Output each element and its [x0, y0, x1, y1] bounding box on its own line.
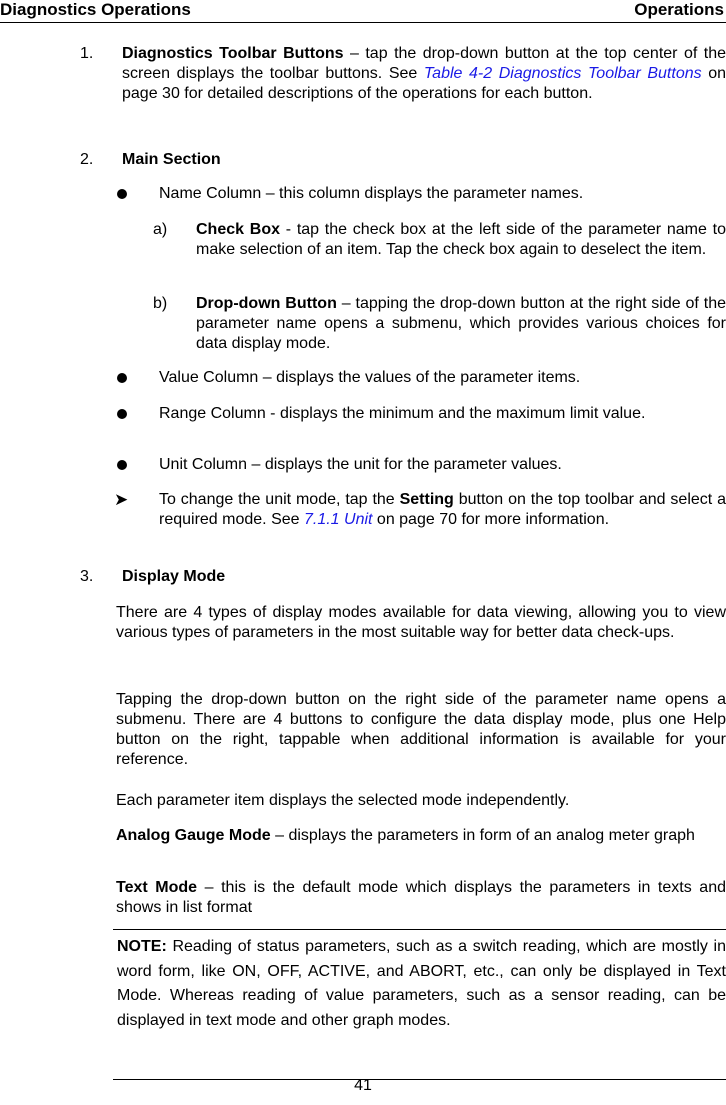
bullet-icon [117, 189, 127, 199]
unit-mode-tip: To change the unit mode, tap the Setting button on the top toolbar and select a required mode. See 7.1.1 Unit on page 70 for more information. [159, 491, 726, 528]
arrow-bullet-icon: ➤ [114, 490, 129, 509]
item-1-title: Diagnostics Toolbar Buttons [122, 45, 344, 62]
item-2-title: Main Section [122, 151, 221, 168]
display-mode-paragraph-1: There are 4 types of display modes available for data viewing, allowing you to view various types of parameters in the most suitable way for better data check-ups. [116, 604, 726, 641]
item-3-number: 3. [80, 568, 94, 585]
sub-b-dropdown-button: Drop-down Button – tapping the drop-down button at the right side of the parameter name opens a submenu, which provides various choices for data display mode. [196, 295, 726, 352]
item-1-paragraph: Diagnostics Toolbar Buttons – tap the drop-down button at the top center of the screen displays the toolbar buttons. See Table 4-2 Diagnostics Toolbar Buttons on page 30 for detailed descriptions of the operations for each button. [122, 45, 726, 102]
note-label: NOTE: [117, 938, 167, 955]
note-text: NOTE: Reading of status parameters, such as a switch reading, which are mostly in word form, like ON, OFF, ACTIVE, and ABORT, etc., can only be displayed in Text Mode. Whereas reading of value parameters, such as a sensor reading, can be displayed in text mode and other graph modes. [117, 938, 726, 1029]
unit-section-link[interactable]: 7.1.1 Unit [303, 511, 373, 528]
bullet-icon [117, 409, 127, 419]
sub-b-label: b) [153, 295, 168, 312]
item-2-number: 2. [80, 151, 94, 168]
bullet-name-column: Name Column – this column displays the parameter names. [159, 185, 584, 202]
page-number: 41 [354, 1077, 372, 1094]
header-chapter-title: Operations [634, 0, 724, 19]
sub-a-check-box: Check Box - tap the check box at the left side of the parameter name to make selection of an item. Tap the check box again to deselect the item. [196, 221, 726, 258]
page-header [0, 0, 726, 23]
bullet-range-column: Range Column - displays the minimum and the maximum limit value. [159, 405, 646, 422]
item-1-number: 1. [80, 45, 94, 62]
bullet-icon [117, 460, 127, 470]
table-4-2-link[interactable]: Table 4-2 Diagnostics Toolbar Buttons [423, 65, 702, 82]
sub-a-label: a) [153, 221, 168, 238]
bullet-value-column: Value Column – displays the values of the parameter items. [159, 369, 581, 386]
note-box [113, 929, 726, 1080]
header-section-title: Diagnostics Operations [0, 0, 191, 19]
bullet-icon [117, 373, 127, 383]
bullet-unit-column: Unit Column – displays the unit for the parameter values. [159, 456, 562, 473]
text-mode-paragraph: Text Mode – this is the default mode which displays the parameters in texts and shows in list format [116, 879, 726, 916]
analog-gauge-mode-paragraph: Analog Gauge Mode – displays the parameters in form of an analog meter graph [116, 827, 695, 844]
display-mode-paragraph-3: Each parameter item displays the selected mode independently. [116, 792, 570, 809]
item-3-title: Display Mode [122, 568, 226, 585]
display-mode-paragraph-2: Tapping the drop-down button on the right side of the parameter name opens a submenu. There are 4 buttons to configure the data display mode, plus one Help button on the right, tappable when additional information is available for your reference. [116, 691, 726, 768]
